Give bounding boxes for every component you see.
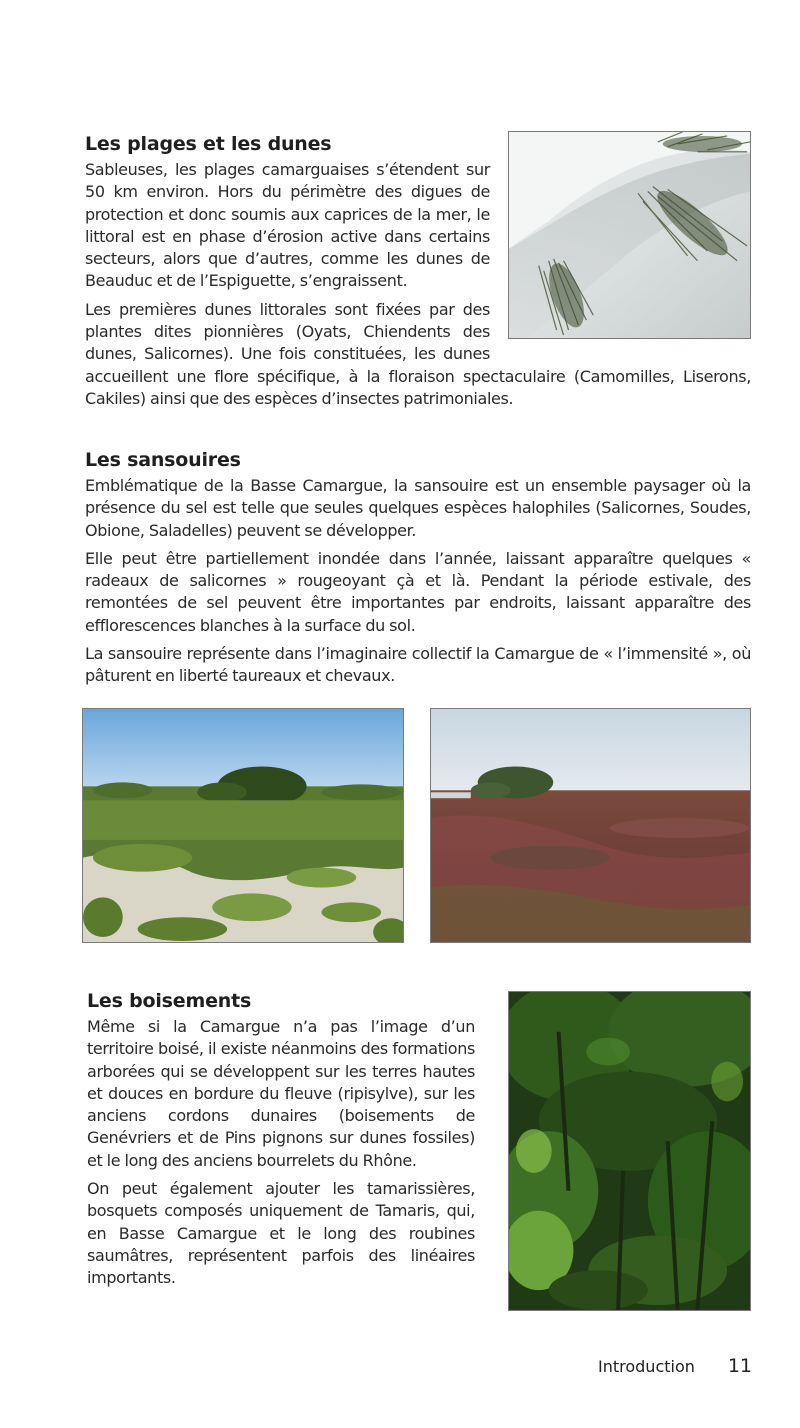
footer-section-label: Introduction xyxy=(598,1357,695,1376)
sansouire-photo-right xyxy=(430,708,751,943)
paragraph-boisements-1: Même si la Camargue n’a pas l’image d’un territoire boisé, il existe néanmoins des formations arborées qui se développent sur les terres hautes et douces en bordure du fleuve (ripisylve), sur les anciens cordons dunaires (boisements de Genévriers et de Pins pignons sur dunes fossiles) et le long des anciens bourrelets du Rhône. xyxy=(87,1017,475,1170)
dune-photo xyxy=(508,131,751,339)
section-title-boisements: Les boisements xyxy=(87,990,252,1012)
paragraph-sansouires-3: La sansouire représente dans l’imaginaire collectif la Camargue de « l’immensité », où pâturent en liberté taureaux et chevaux. xyxy=(85,644,751,686)
section-boisements xyxy=(87,990,475,1296)
forest-photo xyxy=(508,991,751,1311)
section-sansouires xyxy=(85,449,751,694)
sansouire-photo-left xyxy=(82,708,404,943)
paragraph-sansouires-1: Emblématique de la Basse Camargue, la sansouire est un ensemble paysager où la présence du sel est telle que seules quelques espèces halophiles (Salicornes, Soudes, Obione, Saladelles) peuvent se développer. xyxy=(85,476,751,540)
paragraph-dunes-2: Les premières dunes littorales sont fixées par des plantes dites pionnières (Oyats, Chiendents des dunes, Salicornes). Une fois constituées, les dunes accueillent une flore spécifique, à la floraison spectaculaire (Camomilles, Liserons, Cakiles) ainsi que des espèces d’insectes patrimoniales. xyxy=(85,299,751,408)
paragraph-dunes-1: Sableuses, les plages camarguaises s’étendent sur 50 km environ. Hors du périmètre des digues de protection et donc soumis aux caprices de la mer, le littoral est en phase d’érosion active dans certains secteurs, alors que d’autres, comme les dunes de Beauduc et de l’Espiguette, s’engraissent. xyxy=(85,160,490,291)
paragraph-boisements-2: On peut également ajouter les tamarissières, bosquets composés uniquement de Tamaris, qui, en Basse Camargue et le long des roubines saumâtres, représentent parfois des linéaires importants. xyxy=(87,1179,475,1288)
paragraph-sansouires-2: Elle peut être partiellement inondée dans l’année, laissant apparaître quelques « radeaux de salicornes » rougeoyant çà et là. Pendant la période estivale, des remontées de sel peuvent être importantes par endroits, laissant apparaître des efflorescences blanches à la surface du sol. xyxy=(85,548,751,635)
page-number: 11 xyxy=(727,1355,752,1377)
section-title-sansouires: Les sansouires xyxy=(85,449,241,471)
section-title-dunes: Les plages et les dunes xyxy=(85,133,332,155)
section-dunes xyxy=(85,133,751,416)
